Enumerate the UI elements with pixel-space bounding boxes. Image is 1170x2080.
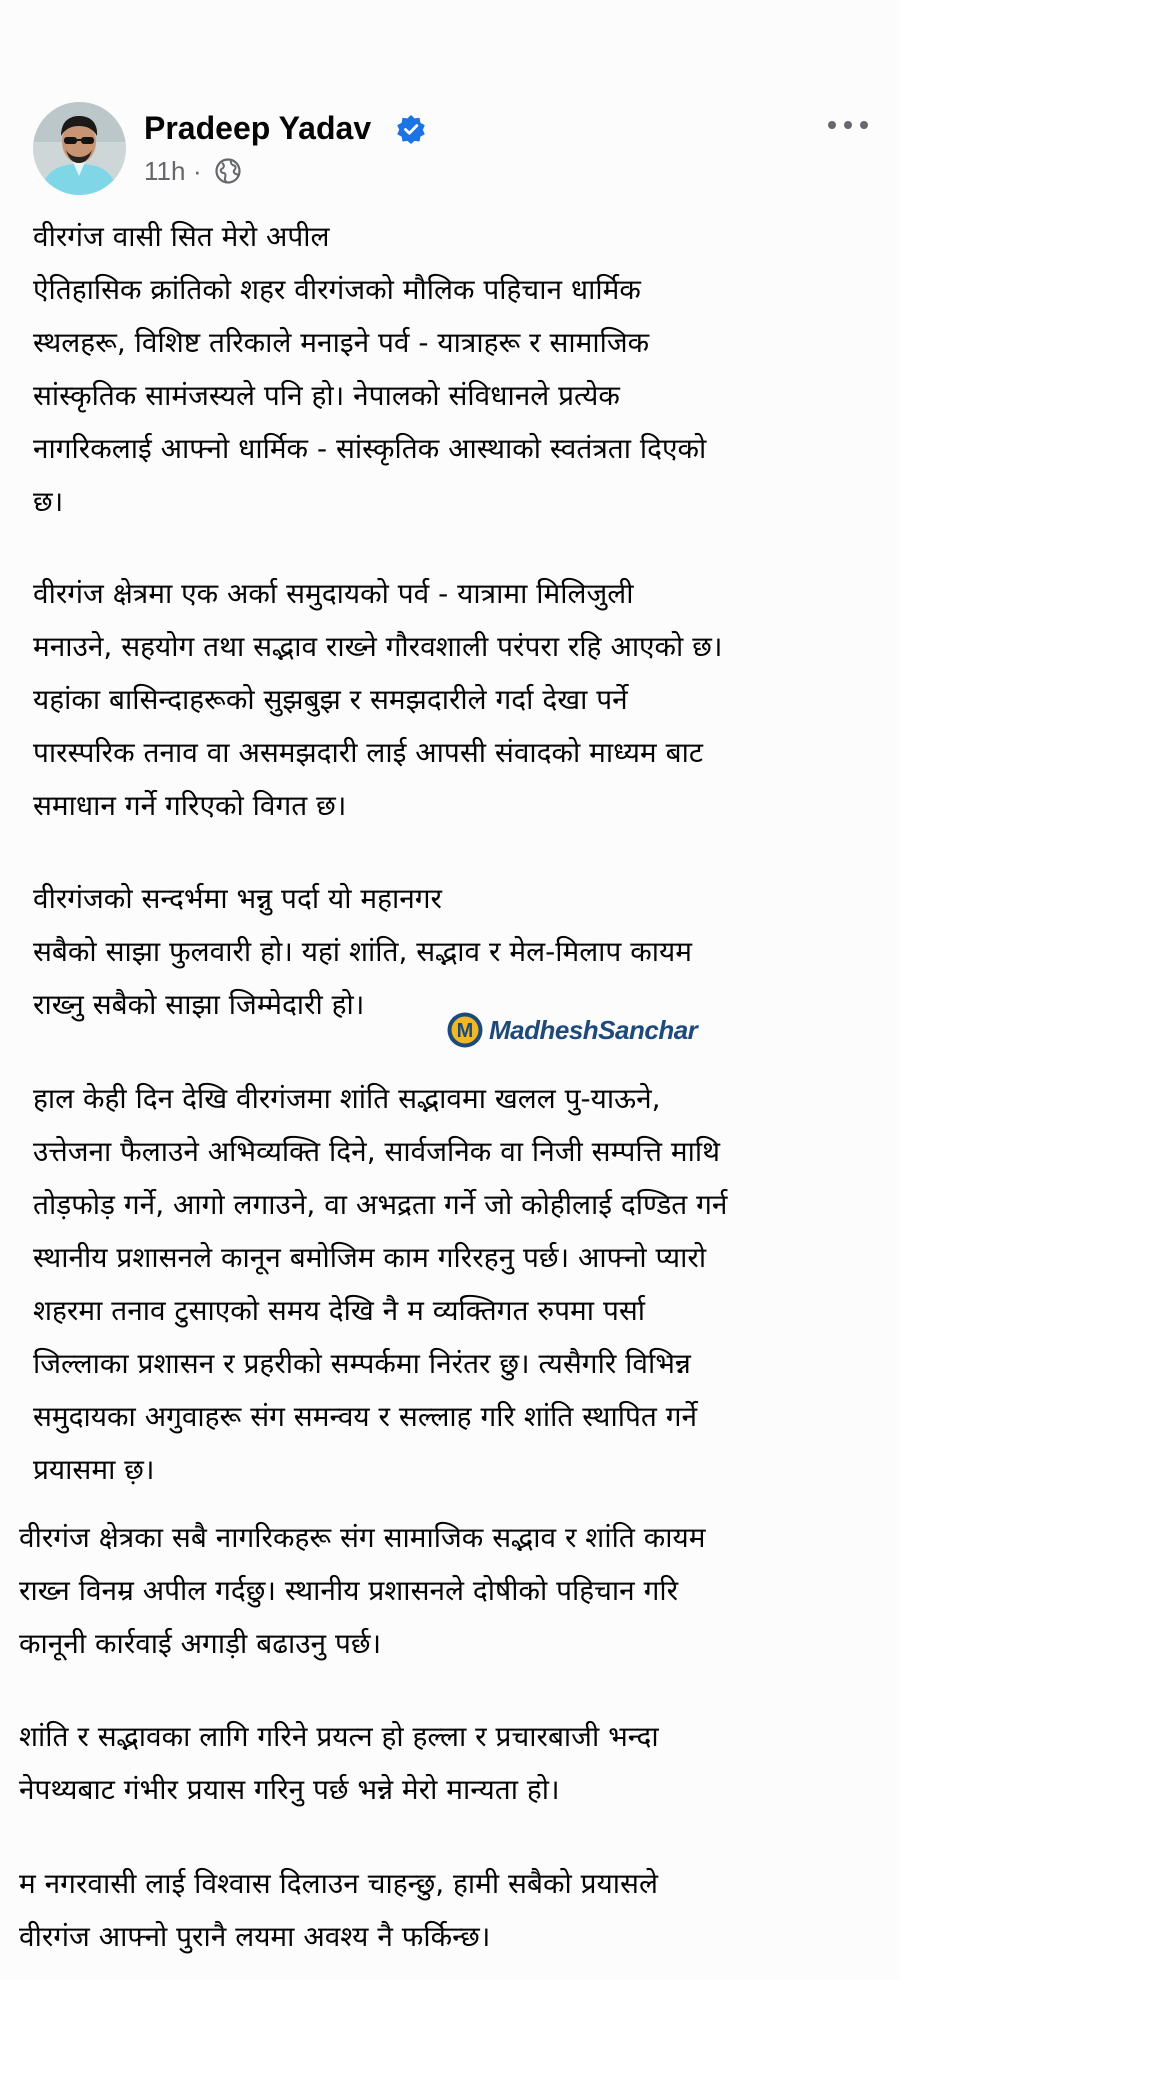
post-text-line: मनाउने, सहयोग तथा सद्भाव राख्ने गौरवशाली परंपरा रहि आएको छ।	[33, 630, 723, 663]
post-paragraph	[19, 1857, 899, 1963]
post-text-line: सबैको साझा फुलवारी हो। यहां शांति, सद्भाव र मेल-मिलाप कायम	[33, 935, 692, 968]
post-text-line: तोड़फोड़ गर्ने, आगो लगाउने, वा अभद्रता गर्ने जो कोहीलाई दण्डित गर्न	[33, 1188, 728, 1221]
post-text-line: स्थलहरू, विशिष्ट तरिकाले मनाइने पर्व - यात्राहरू र सामाजिक	[33, 326, 650, 359]
post-paragraph	[19, 1710, 899, 1816]
watermark	[446, 1010, 697, 1050]
verified-badge-icon	[396, 114, 426, 144]
post-paragraph	[33, 210, 913, 528]
post-text-line: स्थानीय प्रशासनले कानून बमोजिम काम गरिरहनु पर्छ। आफ्नो प्यारो	[33, 1241, 707, 1274]
post-text-line: समुदायका अगुवाहरू संग समन्वय र सल्लाह गरि शांति स्थापित गर्ने	[33, 1400, 698, 1433]
avatar-photo	[33, 102, 126, 195]
watermark-logo-letter: M	[456, 1020, 474, 1042]
post-text-line: जिल्लाका प्रशासन र प्रहरीको सम्पर्कमा निरंतर छु। त्यसैगरि विभिन्न	[33, 1347, 691, 1380]
post-time[interactable]: 11h	[144, 156, 186, 186]
post-text-line: वीरगंज आफ्नो पुरानै लयमा अवश्य नै फर्किन्छ।	[19, 1920, 491, 1953]
post-text-line: शांति र सद्भावका लागि गरिने प्रयत्न हो हल्ला र प्रचारबाजी भन्दा	[19, 1720, 659, 1753]
post-text-line: नागरिकलाई आफ्नो धार्मिक - सांस्कृतिक आस्थाको स्वतंत्रता दिएको	[33, 432, 707, 465]
post-text-line: हाल केही दिन देखि वीरगंजमा शांति सद्भावमा खलल पु-याऊने,	[33, 1082, 661, 1115]
post-text-line: राख्नु सबैको साझा जिम्मेदारी हो।	[33, 988, 365, 1021]
post-text-line: म नगरवासी लाई विश्वास दिलाउन चाहन्छु, हामी सबैको प्रयासले	[19, 1867, 658, 1900]
post-text-line: कानूनी कार्रवाई अगाड़ी बढाउनु पर्छ।	[19, 1627, 382, 1660]
post-text-line: छ।	[33, 485, 64, 518]
meta-separator: ·	[193, 156, 202, 186]
more-options-icon[interactable]	[824, 112, 872, 138]
post-text-line: समाधान गर्ने गरिएको विगत छ।	[33, 789, 347, 822]
post-text-line: प्रयासमा छ़।	[33, 1453, 155, 1486]
post-text-line: वीरगंज क्षेत्रका सबै नागरिकहरू संग सामाजिक सद्भाव र शांति कायम	[19, 1521, 706, 1554]
post-text-line: उत्तेजना फैलाउने अभिव्यक्ति दिने, सार्वजनिक वा निजी सम्पत्ति माथि	[33, 1135, 721, 1168]
post-text-line: पारस्परिक तनाव वा असमझदारी लाई आपसी संवादको माध्यम बाट	[33, 736, 703, 769]
post-text-line: राख्न विनम्र अपील गर्दछु। स्थानीय प्रशासनले दोषीको पहिचान गरि	[19, 1574, 679, 1607]
post-text-line: नेपथ्यबाट गंभीर प्रयास गरिनु पर्छ भन्ने मेरो मान्यता हो।	[19, 1773, 560, 1806]
post-text-line: वीरगंज वासी सित मेरो अपील	[33, 220, 330, 253]
avatar[interactable]	[33, 102, 126, 195]
post-text-line: यहांका बासिन्दाहरूको सुझबुझ र समझदारीले गर्दा देखा पर्ने	[33, 683, 628, 716]
madhesh-sanchar-logo	[446, 1011, 484, 1049]
watermark-text: MadheshSanchar	[489, 1014, 698, 1045]
post-text-line: सांस्कृतिक सामंजस्यले पनि हो। नेपालको संविधानले प्रत्येक	[33, 379, 620, 412]
post-paragraph	[19, 1511, 899, 1670]
author-name[interactable]: Pradeep Yadav	[144, 110, 372, 146]
post-text-line: वीरगंजको सन्दर्भमा भन्नु पर्दा यो महानगर	[33, 882, 442, 915]
post-paragraph	[33, 872, 913, 1031]
post-paragraph	[33, 567, 913, 832]
globe-icon[interactable]	[214, 157, 242, 185]
post-paragraph	[33, 1072, 913, 1496]
post-text-line: ऐतिहासिक क्रांतिको शहर वीरगंजको मौलिक पहिचान धार्मिक	[33, 273, 641, 306]
post-text-line: वीरगंज क्षेत्रमा एक अर्का समुदायको पर्व - यात्रामा मिलिजुली	[33, 577, 634, 610]
post-text-line: शहरमा तनाव टुसाएको समय देखि नै म व्यक्तिगत रुपमा पर्सा	[33, 1294, 646, 1327]
